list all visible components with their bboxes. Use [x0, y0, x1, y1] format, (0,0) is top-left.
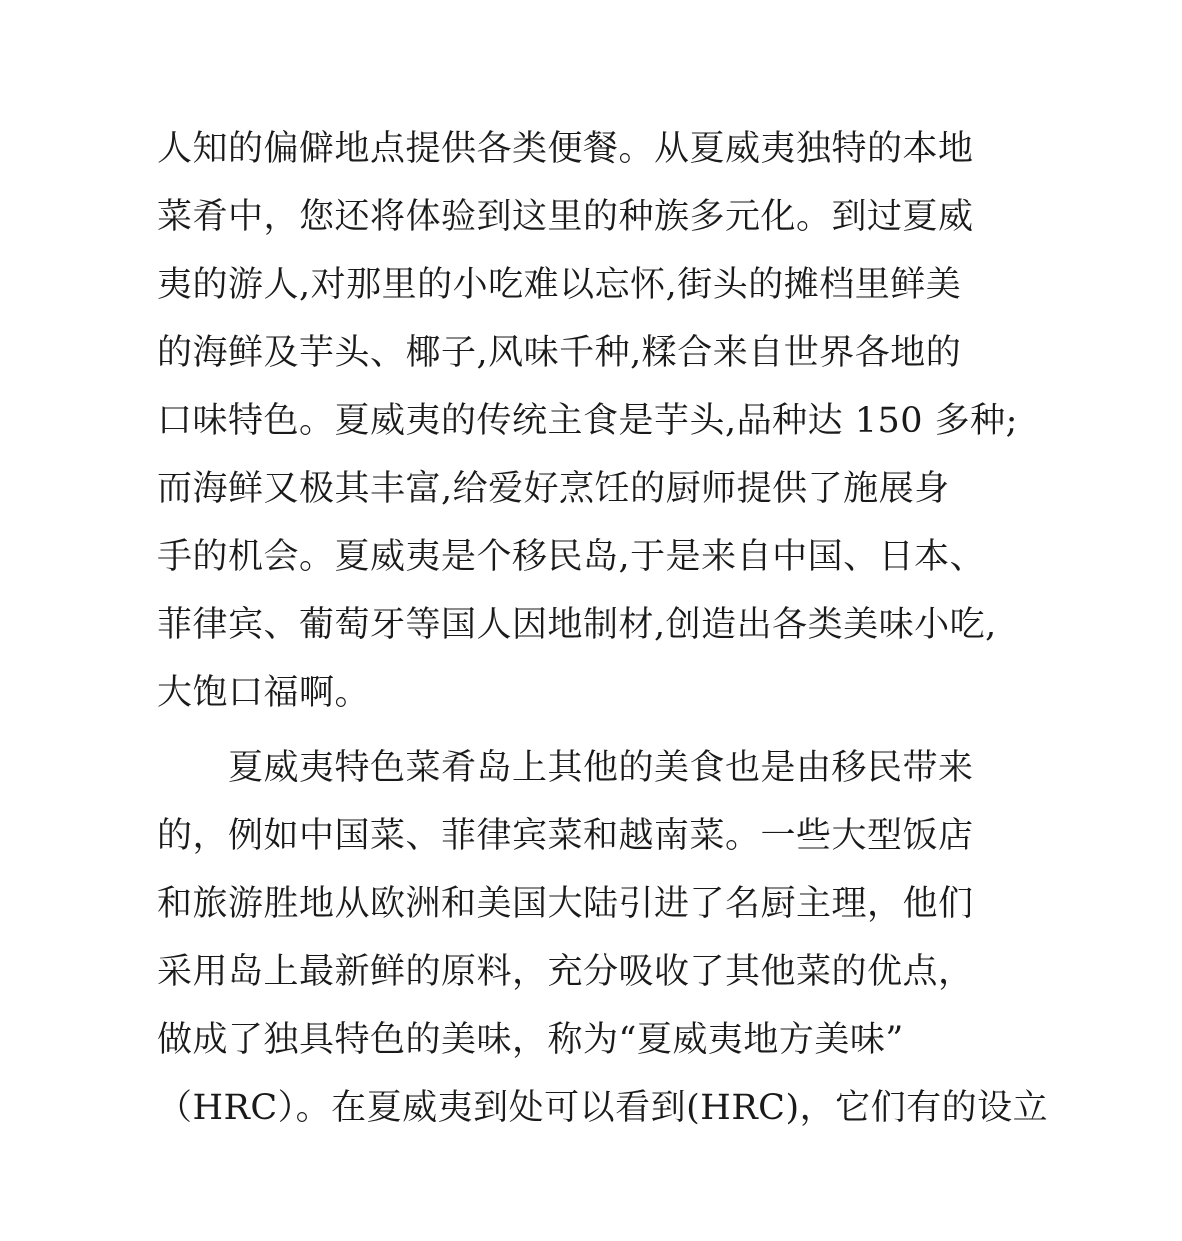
text-line: 的海鲜及芋头、椰子,风味千种,糅合来自世界各地的	[157, 333, 962, 373]
text-line: 做成了独具特色的美味，称为“夏威夷地方美味”	[157, 1020, 904, 1060]
text-line: 采用岛上最新鲜的原料，充分吸收了其他菜的优点，	[157, 952, 974, 992]
text-line: 菲律宾、葡萄牙等国人因地制材,创造出各类美味小吃,	[157, 605, 997, 645]
text-line: 人知的偏僻地点提供各类便餐。从夏威夷独特的本地	[157, 129, 974, 169]
text-line: 的，例如中国菜、菲律宾菜和越南菜。一些大型饭店	[157, 816, 974, 856]
text-line: 口味特色。夏威夷的传统主食是芋头,品种达 150 多种;	[157, 401, 1018, 441]
text-line: 菜肴中，您还将体验到这里的种族多元化。到过夏威	[157, 197, 974, 237]
text-line: 而海鲜又极其丰富,给爱好烹饪的厨师提供了施展身	[157, 469, 950, 509]
text-line: 夏威夷特色菜肴岛上其他的美食也是由移民带来	[157, 748, 974, 788]
text-line: 和旅游胜地从欧洲和美国大陆引进了名厨主理，他们	[157, 884, 974, 924]
text-line: 夷的游人,对那里的小吃难以忘怀,街头的摊档里鲜美	[157, 265, 962, 305]
text-line: （HRC）。在夏威夷到处可以看到(HRC)，它们有的设立	[157, 1088, 1049, 1128]
text-line: 手的机会。夏威夷是个移民岛,于是来自中国、日本、	[157, 537, 986, 577]
text-line: 大饱口福啊。	[157, 673, 371, 713]
